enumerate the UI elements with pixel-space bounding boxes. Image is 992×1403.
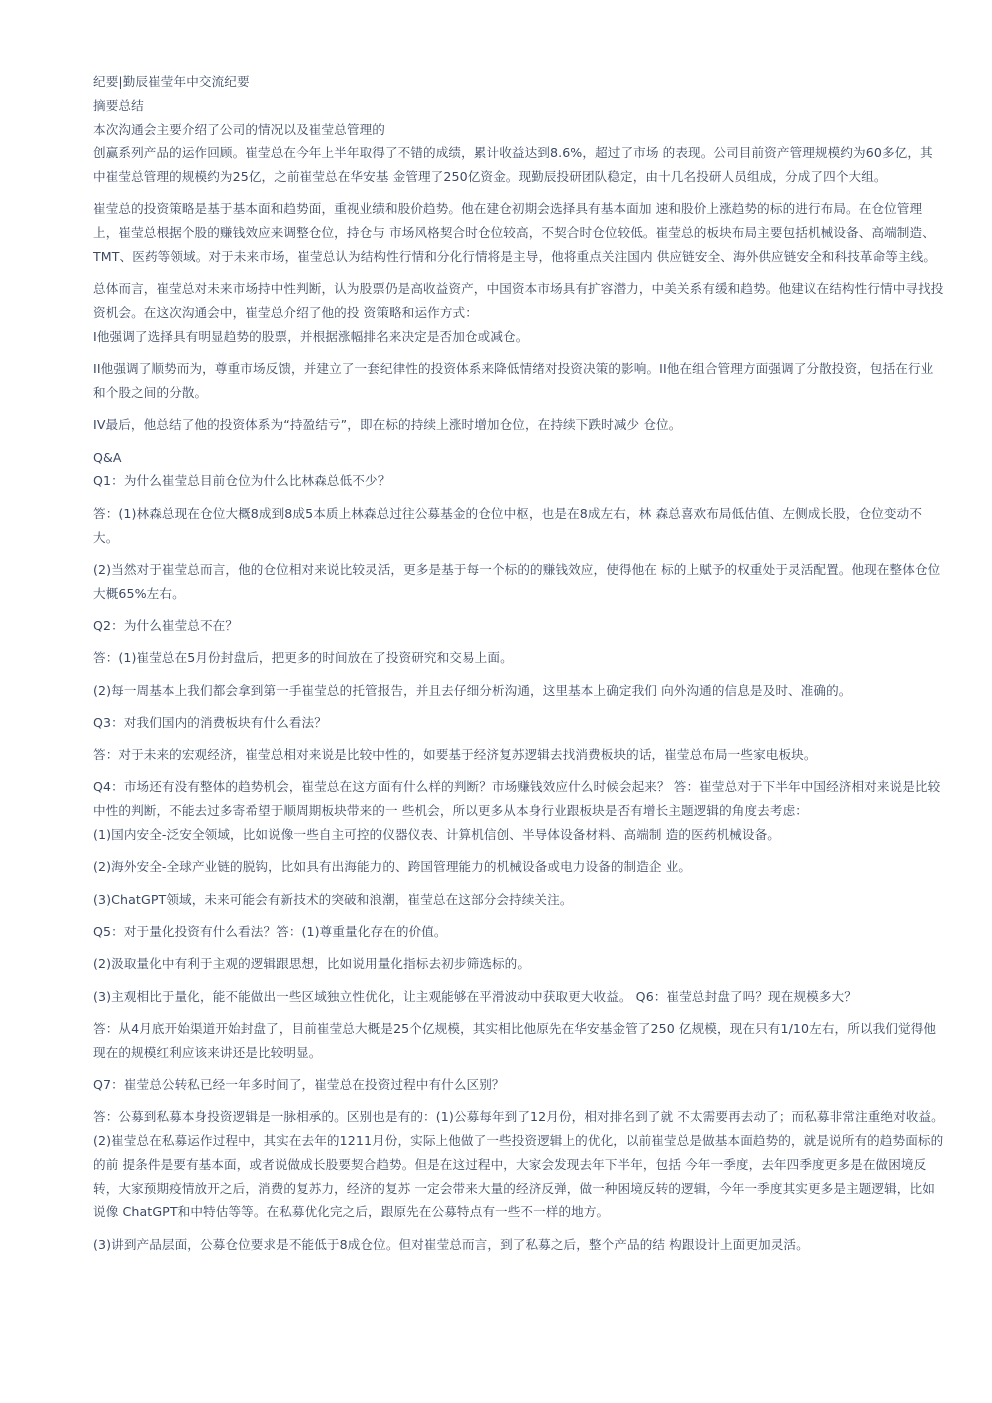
answer-7-item-3: (3)讲到产品层面，公募仓位要求是不能低于8成仓位。但对崔莹总而言，到了私募之后，整个产品的结 构跟设计上面更加灵活。 xyxy=(93,1236,809,1252)
summary-paragraph-strategy: 崔莹总的投资策略是基于基本面和趋势面，重视业绩和股价趋势。他在建仓初期会选择具有基本面加 速和股价上涨趋势的标的进行布局。在仓位管理上，崔莹总根据个股的赚钱效应来调整仓位，持仓与 市场风格契合时仓位较高，不契合时仓位较低。崔莹总的板块布局主要包括机械设备、高端制造、TMT、医药等领域。对于未来市场，崔莹总认为结构性行情和分化行情将是主导，他将重点关注国内 供应链安全、海外供应链安全和科技革命等主线。 xyxy=(93,201,937,265)
document-title: 纪要|勤辰崔莹年中交流纪要 xyxy=(93,74,250,89)
answer-3: 答：对于未来的宏观经济，崔莹总相对来说是比较中性的，如要基于经济复苏逻辑去找消费板块的话，崔莹总布局一些家电板块。 xyxy=(93,747,817,763)
answer-4-item-1: (1)国内安全-泛安全领域，比如说像一些自主可控的仪器仪表、计算机信创、半导体设备材料、高端制 造的医药机械设备。 xyxy=(93,827,780,843)
answer-2-part-1: 答：(1)崔莹总在5月份封盘后，把更多的时间放在了投资研究和交易上面。 xyxy=(93,650,513,666)
answer-1-part-1: 答：(1)林森总现在仓位大概8成到8成5本质上林森总过往公募基金的仓位中枢，也是在8成左右，林 森总喜欢布局低估值、左侧成长股，仓位变动不大。 xyxy=(93,505,923,545)
answer-2-part-2: (2)每一周基本上我们都会拿到第一手崔莹总的托管报告，并且去仔细分析沟通，这里基本上确定我们 向外沟通的信息是及时、准确的。 xyxy=(93,682,852,698)
answer-4-item-2: (2)海外安全-全球产业链的脱钩，比如具有出海能力的、跨国管理能力的机械设备或电力设备的制造企 业。 xyxy=(93,859,692,875)
answer-7: 答：公募到私募本身投资逻辑是一脉相承的。区别也是有的：(1)公募每年到了12月份，相对排名到了就 不太需要再去动了；而私募非常注重绝对收益。(2)崔莹总在私募运作过程中，其实在去年的1211月份，实际上他做了一些投资逻辑上的优化，以前崔莹总是做基本面趋势的，就是说所有的趋势面标的的前 提条件是要有基本面，或者说做成长股要契合趋势。但是在这过程中，大家会发现去年下半年，包括 今年一季度，去年四季度更多是在做困境反转，大家预期疫情放开之后，消费的复苏力，经济的复苏 一定会带来大量的经济反弹，做一种困境反转的逻辑，今年一季度其实更多是主题逻辑，比如说像 ChatGPT和中特估等等。在私募优化完之后，跟原先在公募特点有一些不一样的地方。 xyxy=(93,1109,944,1220)
question-1: Q1：为什么崔莹总目前仓位为什么比林森总低不少？ xyxy=(93,473,391,489)
question-5-and-answer: Q5：对于量化投资有什么看法？答：(1)尊重量化存在的价值。 xyxy=(93,923,447,939)
summary-paragraph-overview: 创赢系列产品的运作回顾。崔莹总在今年上半年取得了不错的成绩，累计收益达到8.6%，超过了市场 的表现。公司目前资产管理规模约为60多亿，其中崔莹总管理的规模约为25亿，之前崔莹总在华安基 金管理了250亿资金。现勤辰投研团队稳定，由十几名投研人员组成，分成了四个大组。 xyxy=(93,145,933,185)
qa-heading: Q&A xyxy=(93,449,122,465)
summary-intro-line: 本次沟通会主要介绍了公司的情况以及崔莹总管理的 xyxy=(93,121,385,137)
question-4-and-answer: Q4：市场还有没有整体的趋势机会，崔莹总在这方面有什么样的判断？市场赚钱效应什么时候会起来？ 答：崔莹总对于下半年中国经济相对来说是比较中性的判断，不能去过多寄希望于顺周期板块带来的一 些机会，所以更多从本身行业跟板块是否有增长主题逻辑的角度去考虑： xyxy=(93,779,941,819)
point-i: I他强调了选择具有明显趋势的股票，并根据涨幅排名来决定是否加仓或减仓。 xyxy=(93,328,529,344)
answer-5-item-3-and-question-6: (3)主观相比于量化，能不能做出一些区域独立性优化，让主观能够在平滑波动中获取更大收益。 Q6：崔莹总封盘了吗？现在规模多大？ xyxy=(93,988,857,1004)
answer-1-part-2: (2)当然对于崔莹总而言，他的仓位相对来说比较灵活，更多是基于每一个标的的赚钱效应，使得他在 标的上赋予的权重处于灵活配置。他现在整体仓位大概65%左右。 xyxy=(93,561,941,601)
answer-6: 答：从4月底开始渠道开始封盘了，目前崔莹总大概是25个亿规模，其实相比他原先在华安基金管了250 亿规模，现在只有1/10左右，所以我们觉得他现在的规模红利应该来讲还是比较明显。 xyxy=(93,1020,937,1060)
question-3: Q3：对我们国内的消费板块有什么看法？ xyxy=(93,714,327,730)
summary-paragraph-outlook: 总体而言，崔莹总对未来市场持中性判断，认为股票仍是高收益资产，中国资本市场具有扩容潜力，中美关系有缓和趋势。他建议在结构性行情中寻找投资机会。在这次沟通会中，崔莹总介绍了他的投 资策略和运作方式： xyxy=(93,281,944,321)
question-7: Q7：崔莹总公转私已经一年多时间了，崔莹总在投资过程中有什么区别？ xyxy=(93,1076,505,1092)
point-ii-iii: II他强调了顺势而为，尊重市场反馈，并建立了一套纪律性的投资体系来降低情绪对投资决策的影响。II他在组合管理方面强调了分散投资，包括在行业和个股之间的分散。 xyxy=(93,361,934,401)
answer-4-item-3: (3)ChatGPT领域，未来可能会有新技术的突破和浪潮，崔莹总在这部分会持续关注。 xyxy=(93,891,573,907)
point-iv: IV最后，他总结了他的投资体系为“持盈结亏”，即在标的持续上涨时增加仓位，在持续下跌时减少 仓位。 xyxy=(93,417,682,433)
question-2: Q2：为什么崔莹总不在？ xyxy=(93,617,239,633)
answer-5-item-2: (2)汲取量化中有利于主观的逻辑跟思想，比如说用量化指标去初步筛选标的。 xyxy=(93,956,531,972)
summary-heading: 摘要总结 xyxy=(93,97,144,113)
